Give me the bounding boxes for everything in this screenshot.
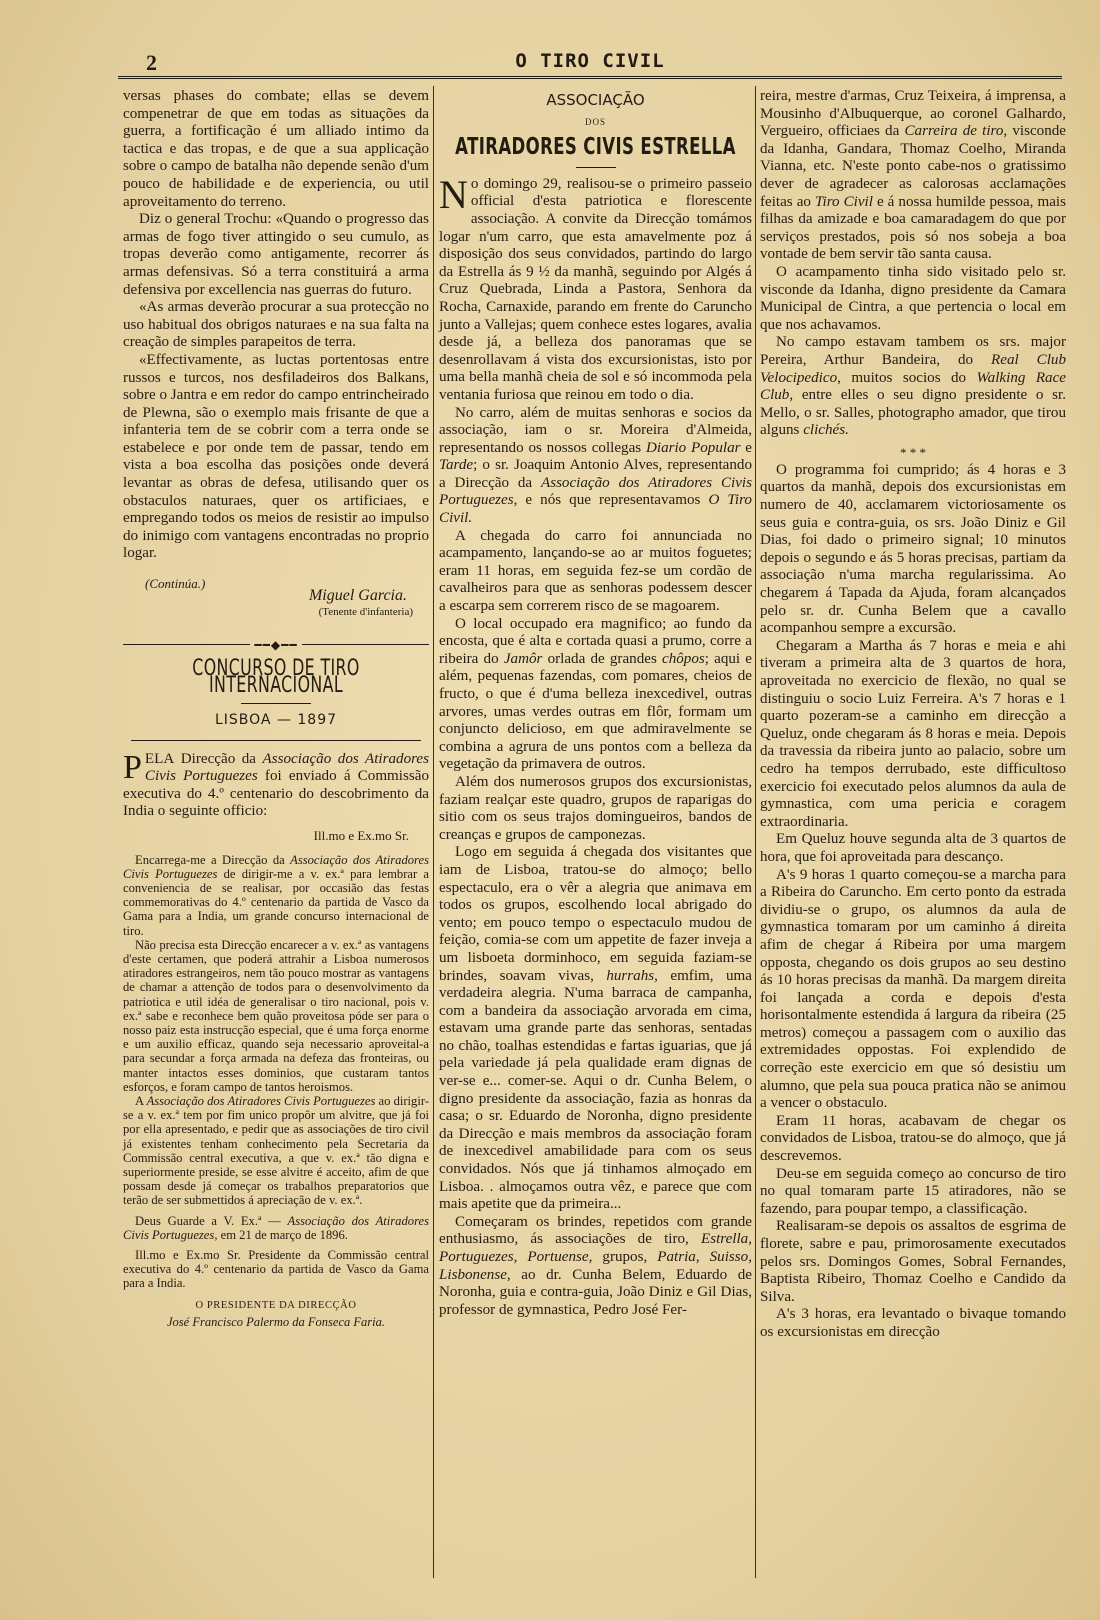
intro-paragraph: PELA Direcção da Associação dos Atiradores Civis Portuguezes foi enviado á Commissão executiva do 4.º centenario do descobrimento da India o seguinte officio:: [123, 748, 430, 820]
letter-paragraph: A Associação dos Atiradores Civis Portuguezes ao dirigir-se a v. ex.ª tem por fim unico propôr um alvitre, que já foi por ella apresentado, e pedir que as associações de tiro civil já existentes tenham conhecimento pela Secretaria da Commissão central executiva, a que v. ex.ª tão digna e superiormente preside, se esse alvitre é acceito, afim de que possam desde já começar os trabalhos preparatorios que terão de ser submettidos á apreciação de v. ex.ª.: [123, 1094, 429, 1208]
letter-signatory-title: O PRESIDENTE DA DIRECÇÃO: [195, 1299, 357, 1311]
article-title-concurso: CONCURSO DE TIRO INTERNACIONAL: [192, 655, 360, 699]
paragraph: A chegada do carro foi annunciada no acampamento, lançando-se ao ar muitos foguetes; eram 11 horas, em seguida fez-se um cordão de cavalheiros para que as senhoras podessem descer a escarpa sem correrem risco de se magoarem.: [439, 527, 752, 615]
letter-paragraph: Ill.mo e Ex.mo Sr. Presidente da Commissão central executiva do 4.º centenario da partida de Vasco da Gama para a India.: [123, 1248, 429, 1291]
author-signature: Miguel Garcia.: [308, 586, 407, 604]
ornamental-divider: ━━◆━━: [123, 644, 429, 646]
paragraph: O local occupado era magnifico; ao fundo da encosta, que é alta e cortada quasi a prumo, corre a ribeira do Jamôr orlada de grandes chôpos; aqui e além, pequenas fazendas, com pomares, cheios de fructo, o que é d'uma belleza inexcedivel, outras arvores, umas verdes outras em flôr, formam um conjuncto delicioso, em que admiravelmente se combina a agrura de uns pontos com a belleza da vegetação da primavera de outros.: [439, 615, 752, 773]
title-rule: [241, 703, 311, 704]
paragraph: Diz o general Trochu: «Quando o progresso das armas de fogo tiver attingido o seu cumulo, as tropas deverão como antigamente, recorrer ás armas defensivas. Só a terra constituirá a arma defensiva por excellencia nas guerras do futuro.: [123, 211, 429, 298]
paragraph: Realisaram-se depois os assaltos de esgrima de florete, sabre e pau, primorosamente executados pelos srs. Domingos Gomes, Sobral Fernandes, Baptista Ribeiro, Thomaz Coelho e Candido da Silva.: [760, 1218, 1066, 1305]
article-kicker-small: DOS: [584, 116, 606, 127]
author-rank: (Tenente d'infanteria): [318, 606, 413, 619]
letter-salutation: Ill.mo e Ex.mo Sr.: [313, 827, 409, 843]
paragraph: Em Queluz houve segunda alta de 3 quartos de hora, que foi aproveitada para descanço.: [760, 831, 1066, 865]
title-rule: [576, 167, 616, 168]
page-number: 2: [146, 50, 157, 75]
official-letter: [123, 853, 429, 1330]
paragraph: Eram 11 horas, acabavam de chegar os convidados de Lisboa, tratou-se do almoço, que já descrevemos.: [760, 1112, 1066, 1165]
drop-cap: P: [123, 748, 142, 786]
column-right: [760, 88, 1066, 1342]
article-kicker: ASSOCIAÇÃO: [546, 91, 645, 109]
paragraph: «Effectivamente, as luctas portentosas entre russos e turcos, nos desfiladeiros dos Balkans, sobre o Jantra e em redor do campo entrincheirado de Plewna, são o exemplo mais frisante de que a infanteria tem de se cobrir com a terra onde se estabelece e por onde tem de passar, tendo em vista a boa escolha das posições onde deverá levantar as obras de defesa, utilisando quer os obstaculos naturaes, quer os artificiaes, e empregando todos os meios de resistir ao impulso do inimigo com vantagens encontradas no proprio logar.: [123, 351, 429, 562]
column-middle: [439, 88, 752, 1319]
paragraph: «As armas deverão procurar a sua protecção no uso habitual dos obrigos naturaes e na sua falta na creação de simples parapeitos de terra.: [123, 299, 429, 351]
newspaper-title: O TIRO CIVIL: [515, 50, 665, 72]
paragraph: Deu-se em seguida começo ao concurso de tiro no qual tomaram parte 15 atiradores, não se fazendo, para poupar tempo, a classificação.: [760, 1165, 1066, 1217]
letter-paragraph: Não precisa esta Direcção encarecer a v. ex.ª as vantagens d'este certamen, que poderá attrahir a Lisboa numerosos atiradores estrangeiros, nem tão pouco mostrar as vantagens de chamar a attenção de todos para o desenvolvimento da patriotica e util idéa de generalisar o tiro nacional, pois v. ex.ª sabe e reconhece bem quão proveitosa póde ser para o nosso paiz esta instrucção especial, que é uma força enorme e um auxilio efficaz, quando seja necessario aproveital-a para secundar a força armada na defeza das fronteiras, ou manter intactos esses dominios, que custaram tantos esforços, e foram campo de tantos heroismos.: [123, 937, 429, 1094]
paragraph: A's 3 horas, era levantado o bivaque tomando os excursionistas em direcção: [760, 1306, 1066, 1340]
paragraph: No carro, além de muitas senhoras e socios da associação, iam o sr. Moreira d'Almeida, representando os nossos collegas Diario Popular e Tarde; o sr. Joaquim Antonio Alves, representando a Direcção da Associação dos Atiradores Civis Portuguezes, e nós que representavamos O Tiro Civil.: [439, 404, 752, 527]
paragraph: O acampamento tinha sido visitado pelo sr. visconde da Idanha, digno presidente da Camara Municipal de Cintra, a que pertencia o local em que nos achavamos.: [760, 263, 1066, 333]
page-header: [118, 48, 1062, 74]
paragraph: Logo em seguida á chegada dos visitantes que iam de Lisboa, tratou-se do almoço; bello espectaculo, era o vêr a alegria que animava em todos os grupos, escolhendo local abrigado do vento; em pouco tempo o espectaculo mudou de feição, comia-se com um appetite de fazer inveja a um lisboeta dorminhoco, em seguida faziam-se brindes, soavam vivas, hurrahs, emfim, uma verdadeira alegria. N'uma barraca de campanha, com a bandeira da associação arvorada em cima, estavam uma grande parte das senhoras, sentadas no chão, toalhas estendidas e fartas iguarias, que já pela variedade já pela qualidade eram dignas de ver-se e... comer-se. Aqui o dr. Cunha Belem, o digno presidente da associação, fazia as honras da casa; o sr. Eduardo de Noronha, digno presidente da Direcção e mais membros da associação foram de inexcedivel amabilidade para com os seus convidados. Nós que já tinhamos almoçado em Lisboa. . almoçamos outra vêz, e parece que com mais apetite que da primeira...: [439, 844, 752, 1213]
article-subtitle: LISBOA — 1897: [214, 712, 338, 728]
column-divider: [433, 86, 434, 1578]
letter-paragraph: Encarrega-me a Direcção da Associação dos Atiradores Civis Portuguezes de dirigir-me a v. ex.ª para lembrar a conveniencia de se realisar, por occasião das festas commemorativas do 4.º centenario da partida de Vasco da Gama para a India, um grande concurso internacional de tiro.: [123, 852, 429, 938]
section-asterism: * * *: [900, 444, 926, 460]
continua-note: (Continúa.): [145, 576, 206, 592]
paragraph: Começaram os brindes, repetidos com grande enthusiasmo, ás associações de tiro, Estrella, Portuguezes, Portuense, grupos, Patria, Suisso, Lisbonense, ao dr. Cunha Belem, Eduardo de Noronha, guia e contra-guia, João Diniz e Gil Dias, professor de gymnastica, Pedro José Fer-: [439, 1213, 752, 1318]
letter-signatory-name: José Francisco Palermo da Fonseca Faria.: [166, 1314, 385, 1329]
paragraph: reira, mestre d'armas, Cruz Teixeira, á imprensa, a Mousinho d'Albuquerque, ao coronel Galhardo, Vergueiro, officiaes da Carreira de tiro, visconde da Idanha, Gandara, Thomaz Coelho, Miranda Vianna, etc. N'este ponto cabe-nos o gratissimo dever de agradecer as calorosas acclamações feitas ao Tiro Civil e á nossa humilde pessoa, mais filhas da amizade e boa camaradagem do que por serviços prestados, pois só nos sobeja a boa vontade de bem servir tão santa causa.: [760, 88, 1067, 263]
header-rule: [118, 76, 1062, 79]
article-title-atiradores: ATIRADORES CIVIS ESTRELLA: [455, 134, 736, 161]
paragraph: A's 9 horas 1 quarto começou-se a marcha para a Ribeira do Caruncho. Em certo ponto da estrada dividiu-se o grupo, os alumnos da aula de gymnastica tomaram por um caminho á direita afim de chegar á Ribeira por uma margem opposta, chegando os dois grupos ao seu destino ás 10 horas precisas da manhã. Da margem direita foi lançada a corda e depois d'esta horisontalmente estendida á largura da ribeira (25 metros) começou a passagem com o auxilio das extremidades oppostas. Foi explendido de correção este exercicio em que só desistiu um alumno, que pela sua pouca pratica não se animou a vencer o obstaculo.: [760, 866, 1066, 1112]
column-divider: [755, 86, 756, 1578]
paragraph: No domingo 29, realisou-se o primeiro passeio official d'esta patriotica e florescente associação. A convite da Direcção tomámos logar n'um carro, que esta amavelmente poz á disposição dos seus convidados, partindo do largo da Estrella ás 9 ½ da manhã, seguindo por Algés á Cruz Quebrada, Linda a Pastora, Senhora da Rocha, Carnaxide, parando em frente do Caruncho junto a Vallejas; quem conhece estes logares, avalia desde já, a belleza dos panoramas que se desenrollavam á vista dos excursionistas, isto por uma bella manhã cheia de sol e só incommoda pela ventania furiosa que reinou em todo o dia.: [439, 171, 752, 403]
drop-cap: N: [439, 171, 468, 217]
paragraph: versas phases do combate; ellas se devem compenetrar de que em todas as situações da guerra, a fortificação é um alliado intimo da tactica e das tropas, e de que a sua applicação sobre o campo de batalha não depende senão d'um pouco de habilidade e de experiencia, ou util aproveitamento do terreno.: [123, 88, 429, 210]
subtitle-rule: [131, 740, 421, 741]
letter-paragraph: Deus Guarde a V. Ex.ª — Associação dos Atiradores Civis Portuguezes, em 21 de março de 1896.: [123, 1213, 429, 1242]
paragraph: Além dos numerosos grupos dos excursionistas, faziam realçar este quadro, grupos de raparigas do sitio com os seus trajos domingueiros, bandos de creanças e grupos de camponezas.: [439, 773, 752, 843]
column-left: [123, 88, 429, 1329]
paragraph: O programma foi cumprido; ás 4 horas e 3 quartos da manhã, depois dos excursionistas em numero de 40, acclamarem victoriosamente os seus guia e contra-guia, os srs. João Diniz e Gil Dias, foi dado o primeiro signal; 10 minutos depois o segundo e ás 5 horas precisas, partiam da associação n'uma marcha regularissima. Ao chegarem á Tapada da Ajuda, foram alcançados pelo sr. dr. Cunha Belem que a cavallo acompanhou sempre a excursão.: [760, 461, 1066, 637]
paragraph: No campo estavam tambem os srs. major Pereira, Arthur Bandeira, do Real Club Velocipedico, muitos socios do Walking Race Club, entre elles o seu digno presidente o sr. Mello, o sr. Salles, photographo amador, que tirou alguns clichés.: [760, 334, 1067, 439]
paragraph: Chegaram a Martha ás 7 horas e meia e ahi tiveram a primeira alta de 3 quartos de hora, aproveitada no exercicio de flexão, no qual se distinguiu o socio Luiz Ferreira. A's 7 horas e 1 quarto pozeram-se a caminho em direcção a Queluz, onde chegaram ás 8 horas e meia. Depois da travessia da ribeira junto ao palacio, sobre um cedro ha tempos derrubado, este difficultoso exercicio foi executado pelos alumnos da aula de gymnastica, com uma pericia e coragem extraordinaria.: [760, 637, 1066, 830]
